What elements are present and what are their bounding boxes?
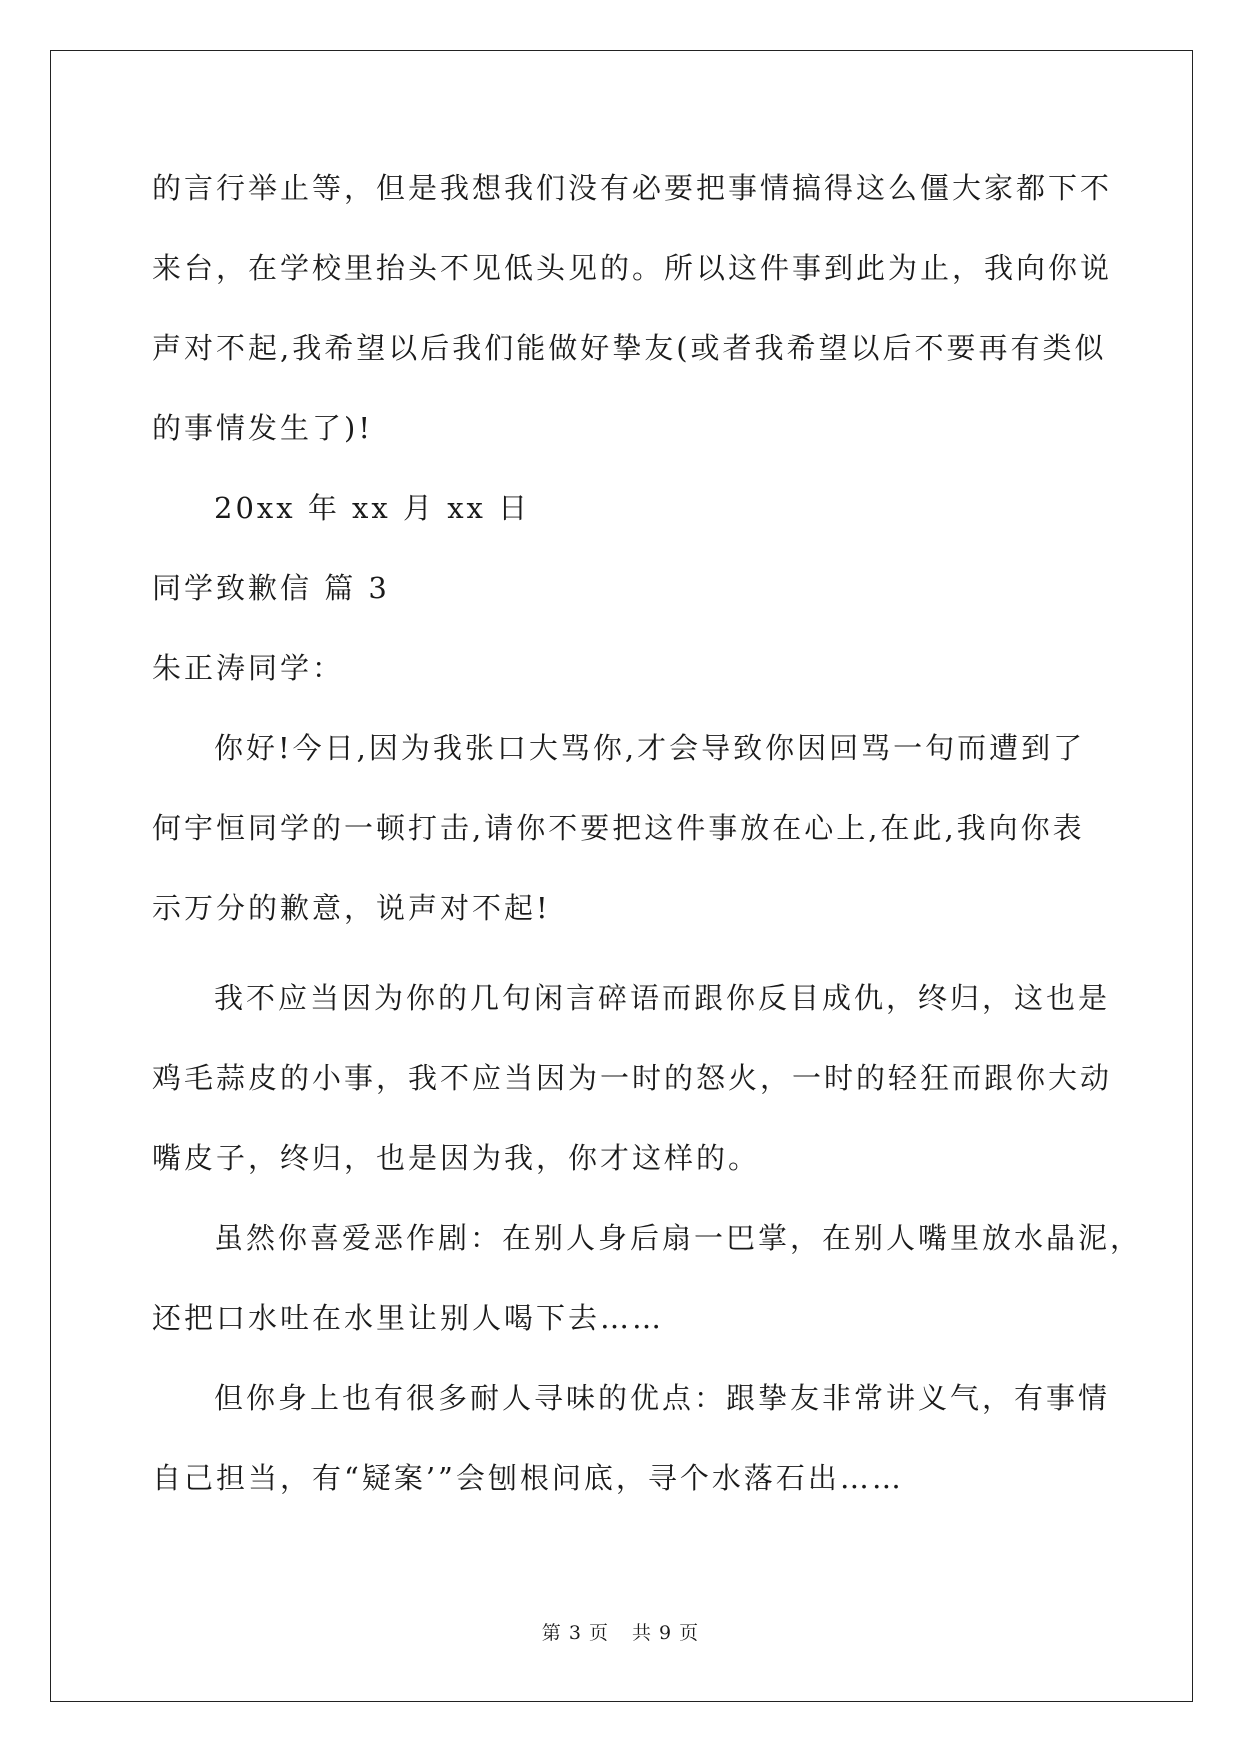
body-line: 声对不起,我希望以后我们能做好挚友(或者我希望以后不要再有类似 [152,331,1107,365]
page-footer [0,1620,1241,1646]
body-line: 的言行举止等，但是我想我们没有必要把事情搞得这么僵大家都下不 [152,171,1113,205]
body-line: 鸡毛蒜皮的小事，我不应当因为一时的怒火，一时的轻狂而跟你大动 [152,1061,1113,1095]
body-line: 自己担当，有“疑案’”会刨根问底，寻个水落石出…… [152,1461,904,1495]
body-line: 但你身上也有很多耐人寻味的优点：跟挚友非常讲义气，有事情 [214,1381,1111,1415]
body-line: 来台，在学校里抬头不见低头见的。所以这件事到此为止，我向你说 [152,251,1113,285]
letter-date: 20xx 年 xx 月 xx 日 [214,491,531,525]
current-page-label: 第 3 页 [541,1622,609,1644]
body-line: 你好!今日,因为我张口大骂你,才会导致你因回骂一句而遭到了 [214,731,1086,765]
body-line: 虽然你喜爱恶作剧：在别人身后扇一巴掌，在别人嘴里放水晶泥， [214,1221,1143,1255]
salutation: 朱正涛同学： [152,651,345,685]
page-border [50,50,1193,1702]
body-line: 何宇恒同学的一顿打击,请你不要把这件事放在心上,在此,我向你表 [152,811,1085,845]
body-line: 嘴皮子，终归，也是因为我，你才这样的。 [152,1141,761,1175]
section-heading: 同学致歉信 篇 3 [152,571,390,605]
total-pages-label: 共 9 页 [632,1622,700,1644]
body-line: 示万分的歉意，说声对不起! [152,891,551,925]
body-line: 我不应当因为你的几句闲言碎语而跟你反目成仇，终归，这也是 [214,981,1111,1015]
body-line: 还把口水吐在水里让别人喝下去…… [152,1301,665,1335]
body-line: 的事情发生了)! [152,411,373,445]
